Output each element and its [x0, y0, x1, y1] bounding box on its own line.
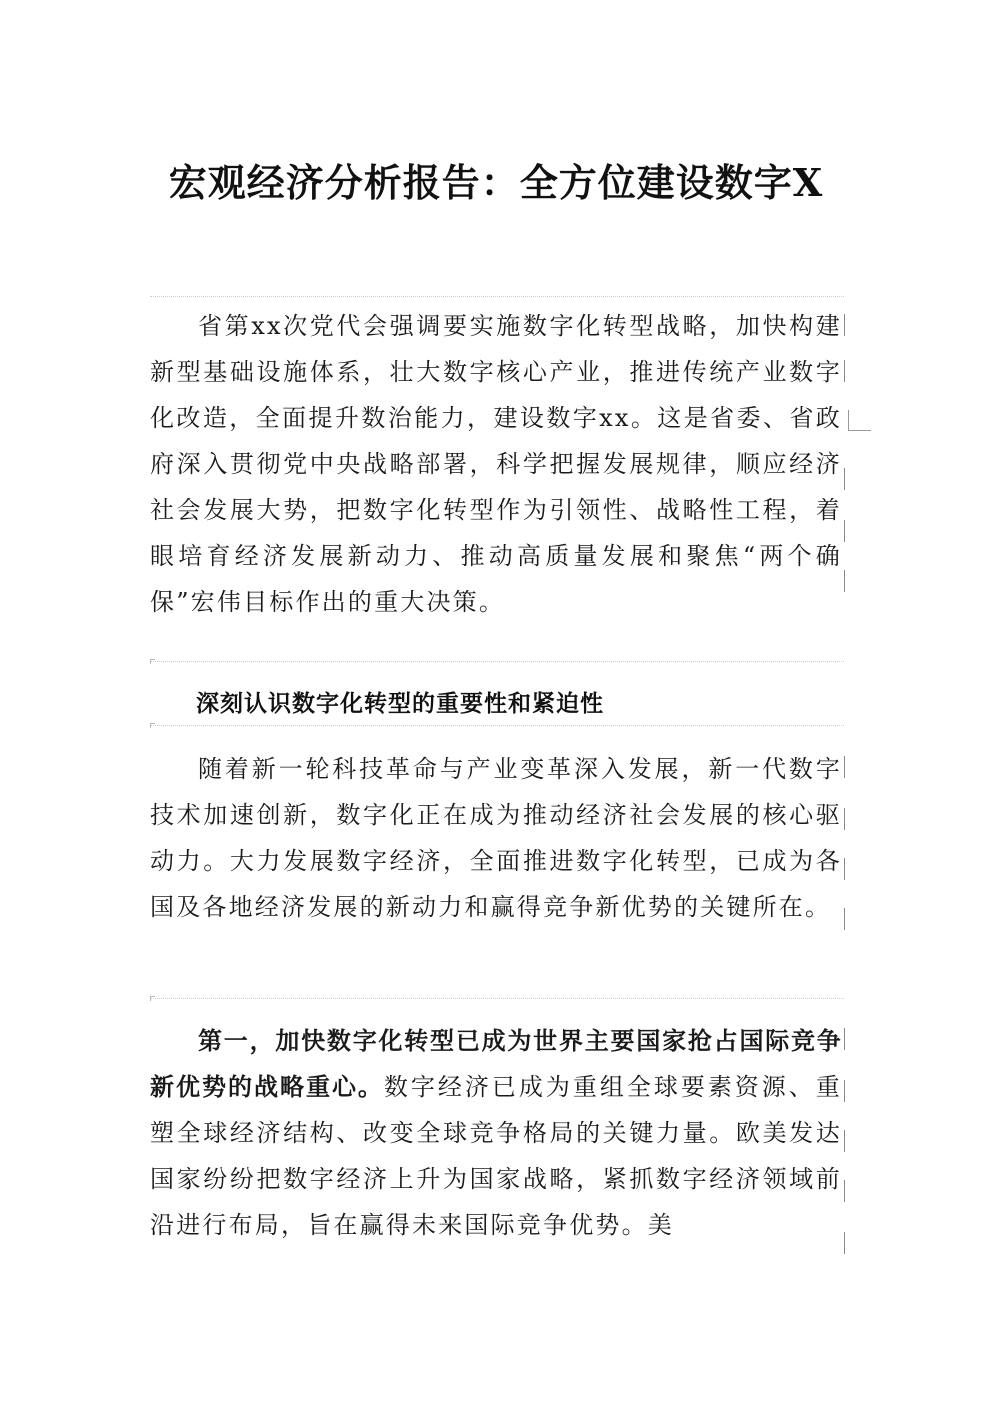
paragraph-first-point-block [150, 1018, 842, 1248]
corner-mark [150, 723, 155, 728]
paragraph-context: 随着新一轮科技革命与产业变革深入发展，新一代数字技术加速创新，数字化正在成为推动经济社会发展的核心驱动力。大力发展数字经济，全面推进数字化转型，已成为各国及各地经济发展的新动力和赢得竞争新优势的关键所在。 [150, 755, 842, 921]
line-end-mark [844, 468, 845, 490]
corner-mark [150, 996, 155, 1001]
line-end-mark [844, 520, 845, 542]
paragraph-intro-block [150, 303, 842, 625]
line-end-mark [844, 908, 845, 930]
line-end-mark [844, 360, 845, 382]
line-end-mark-extended [848, 410, 871, 431]
first-point-lead: 第一，加快数字化转型已成为世界主要国家抢占国际竞争新优势的战略重心。 [150, 1027, 842, 1101]
paragraph-first-point [150, 1018, 842, 1248]
paragraph-intro: 省第xx次党代会强调要实施数字化转型战略，加快构建新型基础设施体系，壮大数字核心产业，推进传统产业数字化改造，全面提升数治能力，建设数字xx。这是省委、省政府深入贯彻党中央战略部署，科学把握发展规律，顺应经济社会发展大势，把数字化转型作为引领性、战略性工程，着眼培育经济发展新动力、推动高质量发展和聚焦“两个确保”宏伟目标作出的重大决策。 [150, 312, 842, 616]
paragraph-divider [150, 998, 844, 999]
document-title: 宏观经济分析报告：全方位建设数字X [168, 160, 824, 205]
line-end-mark [844, 1232, 845, 1254]
line-end-mark [844, 808, 845, 830]
line-end-mark [844, 1028, 845, 1050]
line-end-mark [844, 756, 845, 778]
heading-divider [150, 725, 844, 726]
line-end-mark [844, 1180, 845, 1202]
line-end-mark [844, 570, 845, 592]
section-heading-block [150, 681, 842, 727]
line-end-mark [844, 1130, 845, 1152]
corner-mark [150, 659, 155, 664]
paragraph-context-block [150, 746, 842, 930]
paragraph-divider [150, 661, 844, 662]
line-end-mark [844, 1080, 845, 1102]
first-point-body: 数字经济已成为重组全球要素资源、重塑全球经济结构、改变全球竞争格局的关键力量。欧美发达国家纷纷把数字经济上升为国家战略，紧抓数字经济领域前沿进行布局，旨在赢得未来国际竞争优势。美 [150, 1073, 842, 1239]
line-end-mark [844, 314, 845, 336]
line-end-mark [844, 858, 845, 880]
paragraph-top-guide [150, 296, 844, 297]
section-heading: 深刻认识数字化转型的重要性和紧迫性 [196, 691, 604, 717]
